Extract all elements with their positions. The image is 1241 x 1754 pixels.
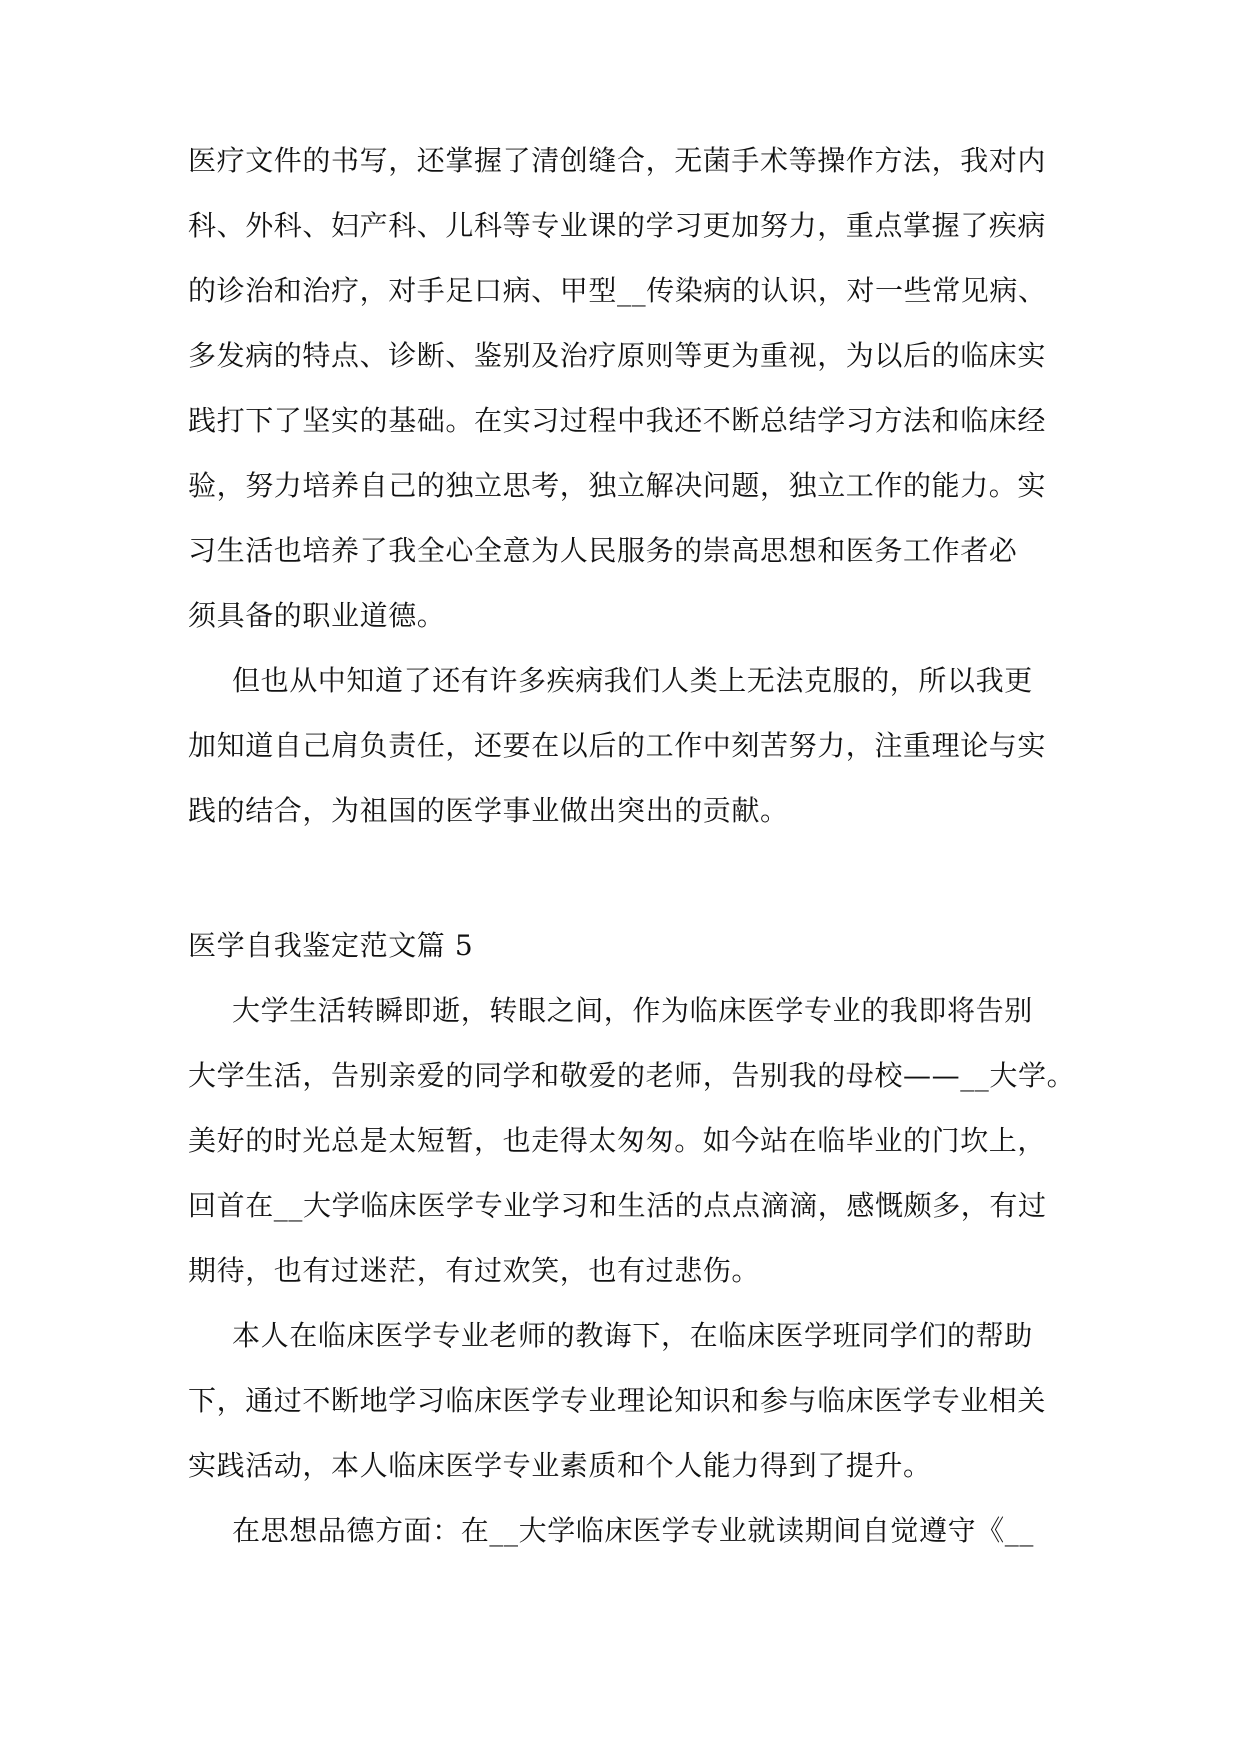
text-line: 践的结合，为祖国的医学事业做出突出的贡献。 xyxy=(188,794,789,827)
text-line: 验，努力培养自己的独立思考，独立解决问题，独立工作的能力。实 xyxy=(188,469,1047,502)
paragraph-5 xyxy=(188,1498,1058,1563)
document-body xyxy=(188,128,1076,1563)
text-line: 本人在临床医学专业老师的教诲下，在临床医学班同学们的帮助 xyxy=(232,1319,1033,1352)
text-line: 践打下了坚实的基础。在实习过程中我还不断总结学习方法和临床经 xyxy=(188,404,1047,437)
text-line: 的诊治和治疗，对手足口病、甲型__传染病的认识，对一些常见病、 xyxy=(188,274,1047,307)
text-line: 实践活动，本人临床医学专业素质和个人能力得到了提升。 xyxy=(188,1449,932,1482)
text-line: 多发病的特点、诊断、鉴别及治疗原则等更为重视，为以后的临床实 xyxy=(188,339,1047,372)
text-line: 但也从中知道了还有许多疾病我们人类上无法克服的，所以我更 xyxy=(232,664,1033,697)
section-title: 医学自我鉴定范文篇 5 xyxy=(188,929,474,962)
text-line: 大学生活，告别亲爱的同学和敬爱的老师，告别我的母校——__大学。 xyxy=(188,1059,1076,1092)
text-line: 须具备的职业道德。 xyxy=(188,599,446,632)
text-line: 加知道自己肩负责任，还要在以后的工作中刻苦努力，注重理论与实 xyxy=(188,729,1047,762)
text-line: 在思想品德方面：在__大学临床医学专业就读期间自觉遵守《__ xyxy=(232,1514,1035,1547)
paragraph-4 xyxy=(188,1303,1058,1498)
text-line: 美好的时光总是太短暂，也走得太匆匆。如今站在临毕业的门坎上， xyxy=(188,1124,1047,1157)
paragraph-1 xyxy=(188,128,1058,648)
text-line: 期待，也有过迷茫，有过欢笑，也有过悲伤。 xyxy=(188,1254,761,1287)
paragraph-2 xyxy=(188,648,1058,843)
section-spacer xyxy=(188,843,1058,913)
text-line: 医疗文件的书写，还掌握了清创缝合，无菌手术等操作方法，我对内 xyxy=(188,144,1047,177)
text-line: 习生活也培养了我全心全意为人民服务的崇高思想和医务工作者必 xyxy=(188,534,1018,567)
text-line: 回首在__大学临床医学专业学习和生活的点点滴滴，感慨颇多，有过 xyxy=(188,1189,1047,1222)
text-line: 大学生活转瞬即逝，转眼之间，作为临床医学专业的我即将告别 xyxy=(232,994,1033,1027)
paragraph-3 xyxy=(188,978,1076,1303)
text-line: 科、外科、妇产科、儿科等专业课的学习更加努力，重点掌握了疾病 xyxy=(188,209,1047,242)
text-line: 下，通过不断地学习临床医学专业理论知识和参与临床医学专业相关 xyxy=(188,1384,1047,1417)
